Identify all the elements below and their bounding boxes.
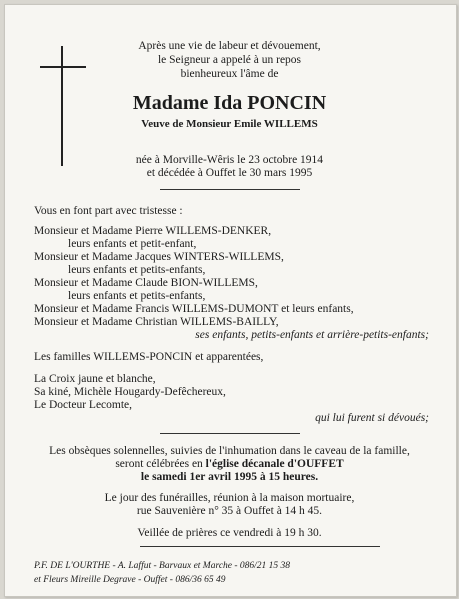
funeral-line-2-prefix: seront célébrées en [115, 458, 203, 470]
divider-3 [140, 546, 380, 547]
death-line: et décédée à Ouffet le 30 mars 1995 [146, 167, 313, 179]
thanks-line-3: Le Docteur Lecomte, [34, 399, 133, 411]
gathering-line-2: rue Sauvenière n° 35 à Ouffet à 14 h 45. [136, 505, 323, 517]
intro-line-2: le Seigneur a appelé à un repos [157, 54, 302, 66]
thanks-closing: qui lui furent si dévoués; [315, 412, 429, 424]
family-line-3: Monsieur et Madame Jacques WINTERS-WILLEMS, [34, 251, 284, 263]
footer-line-1: P.F. DE L'OURTHE - A. Laffut - Barvaux et Marche - 086/21 15 38 [34, 561, 291, 571]
funeral-line-2 [0, 458, 459, 471]
family-closing: ses enfants, petits-enfants et arrière-petits-enfants; [195, 329, 429, 341]
thanks-line-1: La Croix jaune et blanche, [34, 373, 156, 385]
family-line-7: Monsieur et Madame Francis WILLEMS-DUMONT et leurs enfants, [34, 303, 354, 315]
gathering-line-1: Le jour des funérailles, réunion à la maison mortuaire, [104, 492, 355, 504]
birth-line: née à Morville-Wêris le 23 octobre 1914 [135, 154, 324, 166]
intro-line-1: Après une vie de labeur et dévouement, [138, 40, 321, 52]
family-line-6: leurs enfants et petits-enfants, [68, 290, 206, 302]
funeral-date: le samedi 1er avril 1995 à 15 heures. [140, 471, 319, 483]
family-line-2: leurs enfants et petit-enfant, [68, 238, 197, 250]
announce-line: Vous en font part avec tristesse : [34, 205, 183, 217]
funeral-line-1: Les obsèques solennelles, suivies de l'inhumation dans le caveau de la famille, [49, 445, 410, 457]
footer-line-2: et Fleurs Mireille Degrave - Ouffet - 086/36 65 49 [34, 575, 226, 585]
divider-1 [160, 189, 300, 190]
funeral-church: l'église décanale d'OUFFET [205, 458, 344, 470]
family-line-8: Monsieur et Madame Christian WILLEMS-BAILLY, [34, 316, 279, 328]
families-line: Les familles WILLEMS-PONCIN et apparentées, [34, 351, 264, 363]
family-line-4: leurs enfants et petits-enfants, [68, 264, 206, 276]
deceased-name: Madame Ida PONCIN [132, 92, 327, 114]
intro-line-3: bienheureux l'âme de [180, 68, 279, 80]
family-line-5: Monsieur et Madame Claude BION-WILLEMS, [34, 277, 258, 289]
thanks-line-2: Sa kiné, Michèle Hougardy-Defêchereux, [34, 386, 226, 398]
divider-2 [160, 433, 300, 434]
family-line-1: Monsieur et Madame Pierre WILLEMS-DENKER, [34, 225, 272, 237]
vigil-line: Veillée de prières ce vendredi à 19 h 30. [137, 527, 322, 539]
widow-of: Veuve de Monsieur Emile WILLEMS [141, 118, 318, 130]
